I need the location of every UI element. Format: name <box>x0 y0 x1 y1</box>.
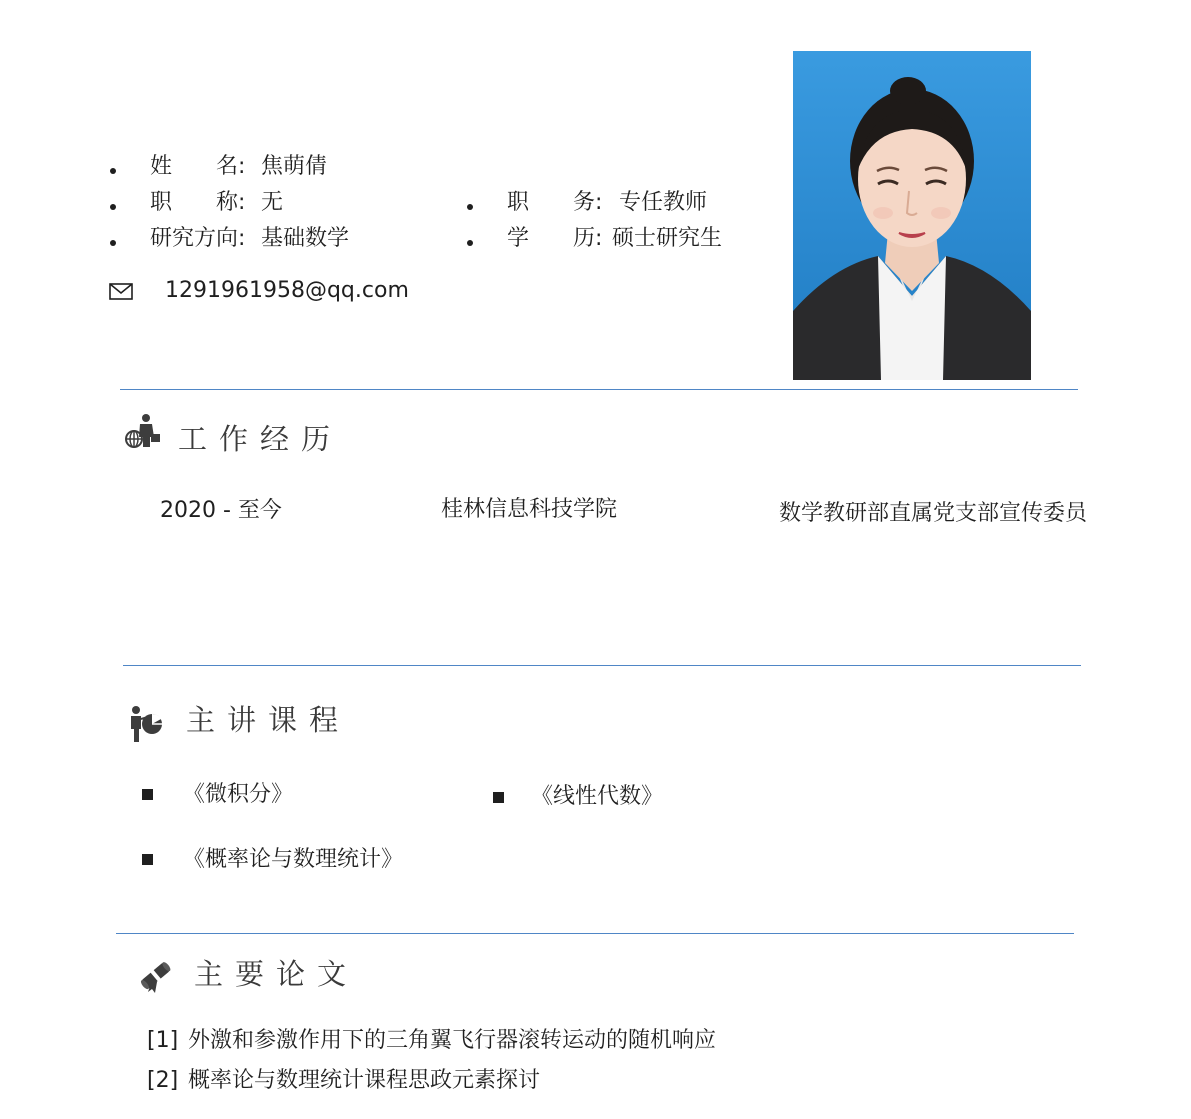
businessman-icon <box>124 413 160 449</box>
position-label: 职 务: <box>507 190 603 215</box>
work-role: 数学教研部直属党支部宣传委员 <box>779 501 1088 526</box>
name-label: 姓 名: <box>150 154 246 179</box>
course-item: 《概率论与数理统计》 <box>183 847 404 872</box>
bullet <box>110 204 116 210</box>
course-item: 《微积分》 <box>183 782 294 807</box>
research-label: 研究方向: <box>150 226 246 251</box>
position-value: 专任教师 <box>619 190 708 215</box>
square-bullet <box>142 854 153 865</box>
work-period: 2020 - 至今 <box>160 498 282 523</box>
portrait-photo <box>793 51 1031 380</box>
courses-heading: 主讲课程 <box>186 703 351 737</box>
bullet <box>110 168 116 174</box>
paper-title: 概率论与数理统计课程思政元素探讨 <box>188 1068 541 1093</box>
paper-index: [1] <box>147 1028 179 1053</box>
bullet <box>467 204 473 210</box>
mail-icon <box>109 283 133 300</box>
work-heading: 工作经历 <box>178 422 343 456</box>
email-link[interactable]: 1291961958@qq.com <box>165 278 409 303</box>
title-value: 无 <box>261 190 284 215</box>
work-organization: 桂林信息科技学院 <box>441 497 618 522</box>
paper-title: 外激和参激作用下的三角翼飞行器滚转运动的随机响应 <box>188 1028 717 1053</box>
course-item: 《线性代数》 <box>531 784 664 809</box>
degree-label: 学 历: <box>507 226 603 251</box>
divider <box>116 933 1074 934</box>
diploma-scroll-icon <box>138 958 174 994</box>
square-bullet <box>142 789 153 800</box>
square-bullet <box>493 792 504 803</box>
research-value: 基础数学 <box>261 226 350 251</box>
title-label: 职 称: <box>150 190 246 215</box>
papers-heading: 主要论文 <box>194 957 359 991</box>
paper-index: [2] <box>147 1068 179 1093</box>
degree-value: 硕士研究生 <box>612 226 723 251</box>
bullet <box>467 240 473 246</box>
name-value: 焦萌倩 <box>261 154 328 179</box>
divider <box>120 389 1078 390</box>
bullet <box>110 240 116 246</box>
presenter-chart-icon <box>128 705 164 743</box>
divider <box>123 665 1081 666</box>
